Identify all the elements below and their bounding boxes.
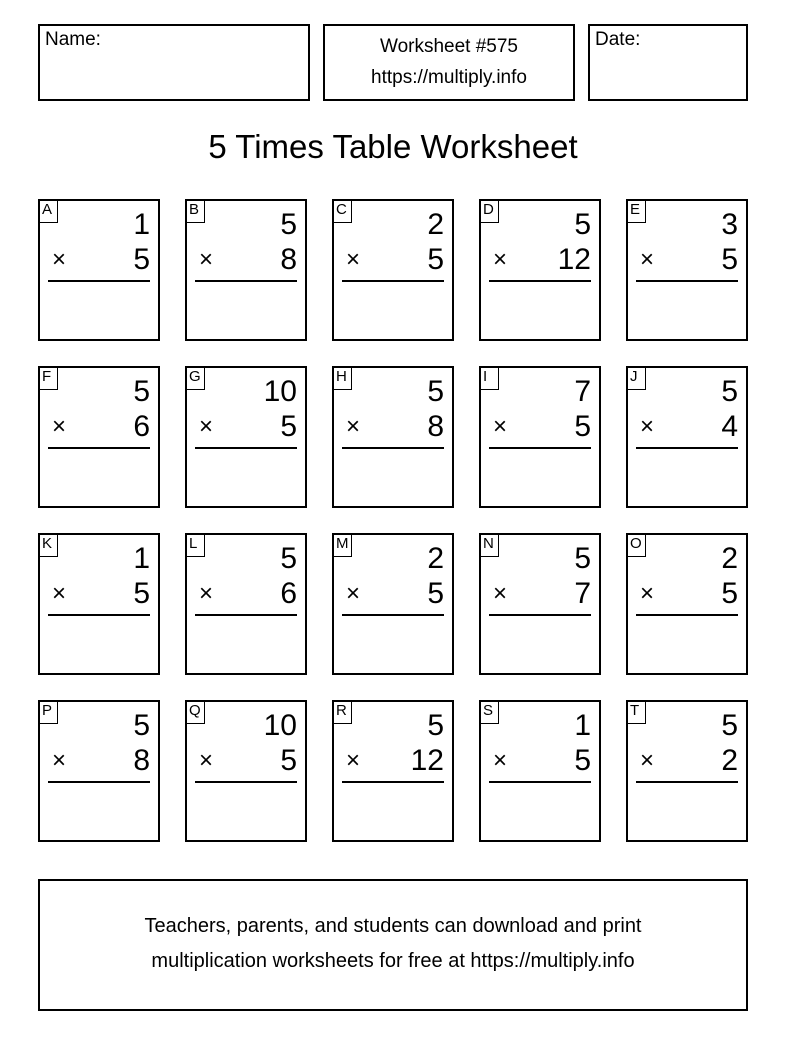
problem-bottom-number: 12: [410, 744, 444, 777]
answer-line: [342, 447, 444, 449]
problem-top-number: 5: [427, 709, 444, 742]
problem-card[interactable]: [185, 700, 307, 842]
multiplication-sign: ×: [52, 413, 67, 440]
problem-letter: B: [185, 199, 205, 223]
problem-bottom-number: 5: [427, 243, 444, 276]
problem-bottom-number: 5: [280, 410, 297, 443]
multiplication-sign: ×: [199, 580, 214, 607]
multiplication-sign: ×: [493, 413, 508, 440]
problem-top-number: 1: [133, 208, 150, 241]
problem-letter: C: [332, 199, 352, 223]
answer-line: [489, 447, 591, 449]
problem-letter: R: [332, 700, 352, 724]
multiplication-sign: ×: [52, 246, 67, 273]
answer-line: [342, 614, 444, 616]
multiplication-sign: ×: [493, 246, 508, 273]
problem-letter: Q: [185, 700, 205, 724]
problem-letter: N: [479, 533, 499, 557]
multiplication-sign: ×: [346, 413, 361, 440]
multiplication-sign: ×: [640, 413, 655, 440]
problem-top-number: 1: [133, 542, 150, 575]
problem-bottom-number: 4: [721, 410, 738, 443]
problem-bottom-number: 5: [574, 410, 591, 443]
problem-bottom-number: 12: [557, 243, 591, 276]
problem-top-number: 2: [427, 542, 444, 575]
problem-card[interactable]: [479, 199, 601, 341]
problem-bottom-number: 5: [133, 577, 150, 610]
problem-letter: J: [626, 366, 646, 390]
problem-top-number: 5: [133, 709, 150, 742]
problem-card[interactable]: [479, 366, 601, 508]
answer-line: [636, 447, 738, 449]
problem-top-number: 1: [574, 709, 591, 742]
problem-top-number: 2: [427, 208, 444, 241]
problem-card[interactable]: [185, 533, 307, 675]
answer-line: [489, 614, 591, 616]
problem-letter: F: [38, 366, 58, 390]
answer-line: [195, 614, 297, 616]
problem-letter: O: [626, 533, 646, 557]
problem-card[interactable]: [479, 700, 601, 842]
problem-letter: L: [185, 533, 205, 557]
worksheet-number: Worksheet #575: [379, 36, 518, 57]
multiplication-sign: ×: [199, 747, 214, 774]
problem-letter: H: [332, 366, 352, 390]
problem-card[interactable]: [332, 700, 454, 842]
problem-bottom-number: 5: [721, 243, 738, 276]
problem-card[interactable]: [626, 700, 748, 842]
problem-letter: M: [332, 533, 352, 557]
multiplication-sign: ×: [346, 246, 361, 273]
footer-box: [38, 879, 748, 1011]
worksheet-url: https://multiply.info: [371, 67, 527, 88]
answer-line: [195, 447, 297, 449]
problem-letter: S: [479, 700, 499, 724]
problem-bottom-number: 2: [721, 744, 738, 777]
problem-card[interactable]: [626, 366, 748, 508]
problem-letter: A: [38, 199, 58, 223]
multiplication-sign: ×: [346, 747, 361, 774]
problem-top-number: 5: [721, 375, 738, 408]
problem-bottom-number: 6: [280, 577, 297, 610]
problem-top-number: 10: [263, 709, 297, 742]
multiplication-sign: ×: [493, 580, 508, 607]
answer-line: [636, 781, 738, 783]
answer-line: [48, 280, 150, 282]
problem-card[interactable]: [185, 366, 307, 508]
footer-line-2: multiplication worksheets for free at https://multiply.info: [151, 950, 635, 972]
answer-line: [48, 781, 150, 783]
problem-letter: P: [38, 700, 58, 724]
problem-letter: D: [479, 199, 499, 223]
problem-letter: T: [626, 700, 646, 724]
multiplication-sign: ×: [640, 580, 655, 607]
problem-card[interactable]: [185, 199, 307, 341]
answer-line: [489, 280, 591, 282]
problem-card[interactable]: [479, 533, 601, 675]
name-label: Name:: [45, 29, 101, 50]
answer-line: [636, 614, 738, 616]
footer-line-1: Teachers, parents, and students can download and print: [144, 915, 642, 937]
answer-line: [342, 280, 444, 282]
answer-line: [489, 781, 591, 783]
problem-card[interactable]: [332, 366, 454, 508]
multiplication-sign: ×: [640, 246, 655, 273]
page-title: 5 Times Table Worksheet: [208, 128, 578, 165]
problem-card[interactable]: [332, 533, 454, 675]
multiplication-sign: ×: [199, 246, 214, 273]
problem-card[interactable]: [38, 700, 160, 842]
problem-bottom-number: 7: [574, 577, 591, 610]
problem-top-number: 5: [427, 375, 444, 408]
problem-letter: E: [626, 199, 646, 223]
problem-bottom-number: 5: [427, 577, 444, 610]
multiplication-sign: ×: [346, 580, 361, 607]
multiplication-sign: ×: [493, 747, 508, 774]
answer-line: [195, 781, 297, 783]
problem-letter: G: [185, 366, 205, 390]
problem-card[interactable]: [38, 199, 160, 341]
problem-bottom-number: 8: [133, 744, 150, 777]
problem-card[interactable]: [626, 199, 748, 341]
problem-top-number: 3: [721, 208, 738, 241]
multiplication-sign: ×: [52, 747, 67, 774]
answer-line: [195, 280, 297, 282]
problem-top-number: 5: [574, 208, 591, 241]
date-label: Date:: [595, 29, 641, 50]
problem-bottom-number: 5: [574, 744, 591, 777]
problem-top-number: 2: [721, 542, 738, 575]
problem-top-number: 5: [133, 375, 150, 408]
answer-line: [636, 280, 738, 282]
problem-top-number: 5: [280, 208, 297, 241]
problem-letter: K: [38, 533, 58, 557]
problem-bottom-number: 5: [133, 243, 150, 276]
problem-bottom-number: 6: [133, 410, 150, 443]
problem-card[interactable]: [38, 366, 160, 508]
problem-top-number: 7: [574, 375, 591, 408]
problem-letter: I: [479, 366, 499, 390]
multiplication-sign: ×: [199, 413, 214, 440]
problem-top-number: 10: [263, 375, 297, 408]
problem-card[interactable]: [332, 199, 454, 341]
multiplication-sign: ×: [640, 747, 655, 774]
problem-bottom-number: 5: [280, 744, 297, 777]
problem-top-number: 5: [721, 709, 738, 742]
problem-bottom-number: 8: [280, 243, 297, 276]
problem-top-number: 5: [574, 542, 591, 575]
answer-line: [342, 781, 444, 783]
problem-bottom-number: 5: [721, 577, 738, 610]
multiplication-sign: ×: [52, 580, 67, 607]
answer-line: [48, 614, 150, 616]
problem-card[interactable]: [38, 533, 160, 675]
problem-top-number: 5: [280, 542, 297, 575]
problem-card[interactable]: [626, 533, 748, 675]
answer-line: [48, 447, 150, 449]
problem-bottom-number: 8: [427, 410, 444, 443]
